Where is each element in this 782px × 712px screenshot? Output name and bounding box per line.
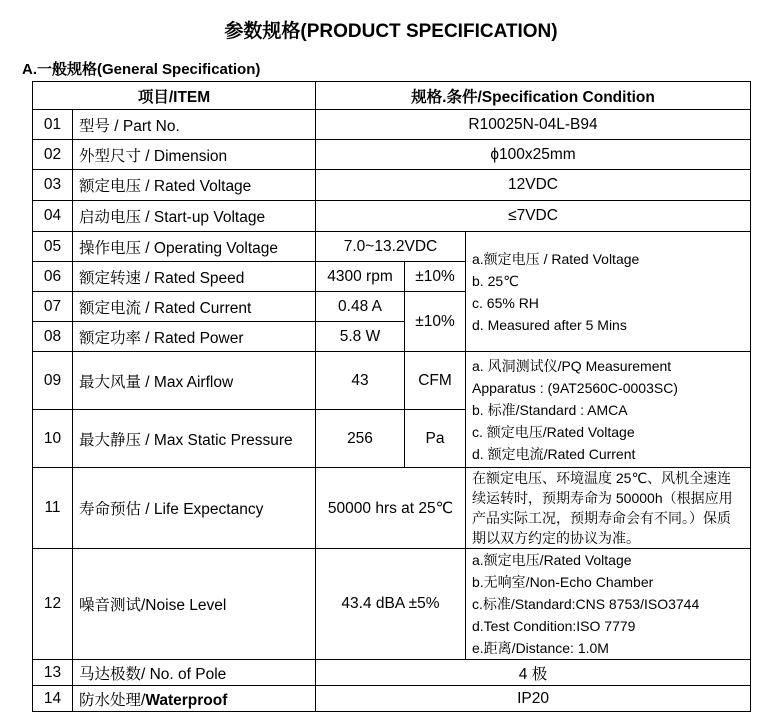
row-item-en: Waterproof [145,691,228,709]
header-condition: 规格.条件/Specification Condition [316,82,751,110]
condition-line: d. 额定电流/Rated Current [472,445,636,462]
row-tolerance: ±10% [405,292,466,352]
row-item-cn: 防水处理/ [79,691,146,709]
table-row [33,201,751,232]
row-item: 额定电压 / Rated Voltage [73,170,316,201]
row-item: 额定转速 / Rated Speed [73,262,316,292]
row-number: 09 [33,352,73,410]
row-number: 05 [33,232,73,262]
row-item: 外型尺寸 / Dimension [73,140,316,170]
life-expectancy-note: 在额定电压、环境温度 25℃、风机全速连续运转时，预期寿命为 50000h（根据应用产品实际工况，预期寿命会有不同。）保质期以双方约定的协议为准。 [466,468,751,549]
row-number: 04 [33,201,73,232]
specification-table [32,81,751,712]
condition-line: b. 25℃ [472,272,519,289]
row-item: 马达极数/ No. of Pole [73,660,316,686]
condition-line: c. 65% RH [472,294,539,311]
row-item: 启动电压 / Start-up Voltage [73,201,316,232]
page-title: 参数规格(PRODUCT SPECIFICATION) [224,21,558,42]
condition-line: d.Test Condition:ISO 7779 [472,618,636,634]
row-value: ϕ100x25mm [316,140,751,170]
row-value: 4300 rpm [316,262,405,292]
row-value: IP20 [316,686,751,712]
table-row [33,170,751,201]
row-value: 7.0~13.2VDC [316,232,466,262]
table-row [33,140,751,170]
row-item: 噪音测试/Noise Level [73,549,316,660]
row-item: 额定功率 / Rated Power [73,322,316,352]
row-value: R10025N-04L-B94 [316,110,751,140]
row-item: 寿命预估 / Life Expectancy [73,468,316,549]
row-value: 256 [316,410,405,468]
table-row [33,660,751,686]
row-number: 01 [33,110,73,140]
header-item: 项目/ITEM [33,82,316,110]
table-row [33,110,751,140]
row-item [73,686,316,712]
row-item: 型号 / Part No. [73,110,316,140]
condition-line: a.额定电压 / Rated Voltage [472,250,640,267]
table-row [33,232,751,262]
row-value: 0.48 A [316,292,405,322]
row-number: 11 [33,468,73,549]
test-conditions-c [466,549,751,660]
row-value: 43 [316,352,405,410]
row-number: 06 [33,262,73,292]
row-value: 4 极 [316,660,751,686]
row-number: 07 [33,292,73,322]
section-heading: A.一般规格(General Specification) [22,61,261,78]
row-tolerance: ±10% [405,262,466,292]
row-item: 最大风量 / Max Airflow [73,352,316,410]
row-value: 50000 hrs at 25℃ [316,468,466,549]
test-conditions-b [466,352,751,468]
row-number: 13 [33,660,73,686]
table-row [33,468,751,549]
row-number: 14 [33,686,73,712]
row-item: 额定电流 / Rated Current [73,292,316,322]
table-row [33,686,751,712]
condition-line: a. 风洞测试仪/PQ Measurement [472,357,672,374]
condition-line: e.距离/Distance: 1.0M [472,640,609,656]
row-value: 5.8 W [316,322,405,352]
condition-line: c.标准/Standard:CNS 8753/ISO3744 [472,596,700,612]
row-item: 最大静压 / Max Static Pressure [73,410,316,468]
row-value: ≤7VDC [316,201,751,232]
row-unit: Pa [405,410,466,468]
row-number: 12 [33,549,73,660]
table-row [33,352,751,410]
condition-line: c. 额定电压/Rated Voltage [472,423,635,440]
row-item: 操作电压 / Operating Voltage [73,232,316,262]
condition-line: d. Measured after 5 Mins [472,316,627,333]
condition-line: Apparatus : (9AT2560C-0003SC) [472,379,678,396]
table-header-row [33,82,751,110]
table-row [33,549,751,660]
row-number: 03 [33,170,73,201]
row-unit: CFM [405,352,466,410]
condition-line: b. 标准/Standard : AMCA [472,401,628,418]
row-number: 08 [33,322,73,352]
row-value: 43.4 dBA ±5% [316,549,466,660]
row-number: 02 [33,140,73,170]
row-number: 10 [33,410,73,468]
row-value: 12VDC [316,170,751,201]
condition-line: b.无响室/Non-Echo Chamber [472,574,654,590]
condition-line: a.额定电压/Rated Voltage [472,552,632,568]
test-conditions-a [466,232,751,352]
